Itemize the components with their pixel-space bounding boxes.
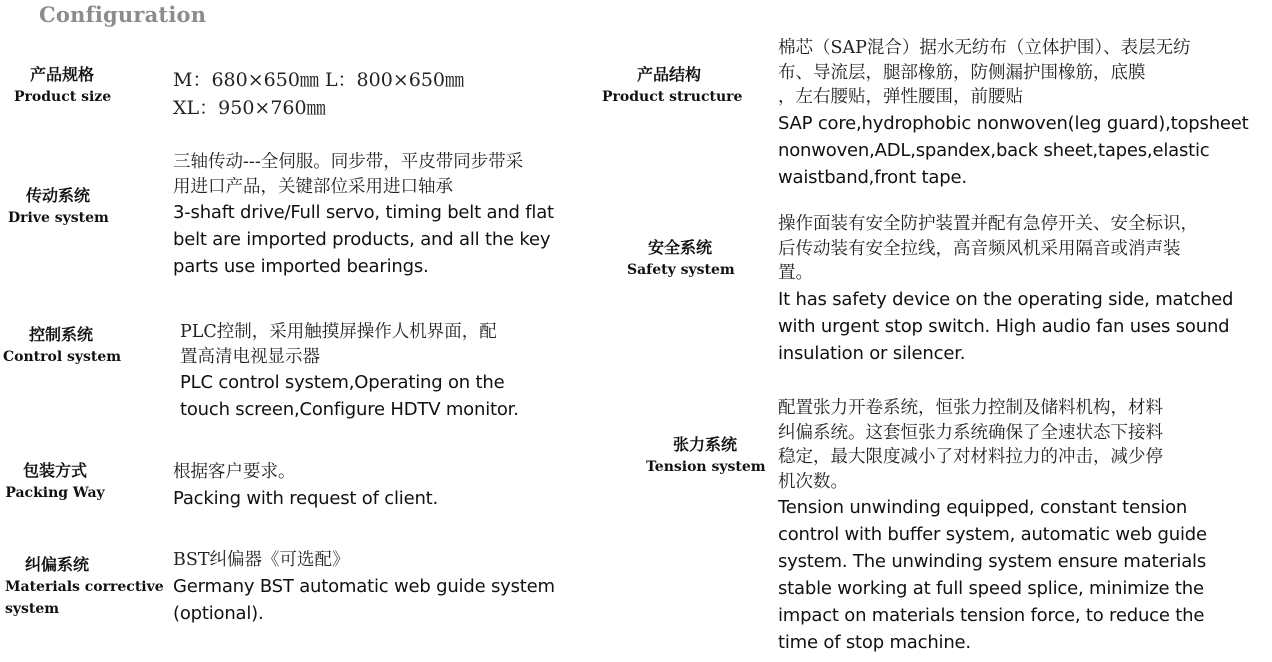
- safety-system-value-en: It has safety device on the operating side, matched with urgent stop switch. High audio fan uses sound insulation or silencer.: [778, 288, 1234, 364]
- product-structure-value-zh: 棉芯（SAP混合）据水无纺布（立体护围）、表层无纺 布、导流层，腿部橡筋，防侧漏护围橡筋，底膜 ，左右腰贴，弹性腰围，前腰贴: [778, 38, 1191, 107]
- drive-system-value-en: 3-shaft drive/Full servo, timing belt and flat belt are imported products, and all the key parts use imported bearings.: [173, 202, 554, 277]
- tension-system-value-en: Tension unwinding equipped, constant tension control with buffer system, automatic web guide system. The unwinding system ensure materials stable working at full speed splice, minimize the impact on materials tension force, to reduce the time of stop machine.: [778, 497, 1207, 653]
- materials-corrective-label-zh: 纠偏系统: [25, 555, 90, 574]
- product-structure-label: [602, 64, 743, 108]
- tension-system-label: [646, 434, 764, 478]
- safety-system-value: [778, 212, 1270, 367]
- drive-system-value: [173, 150, 593, 280]
- control-system-label: [3, 324, 122, 368]
- control-system-value-en: PLC control system,Operating on the touch screen,Configure HDTV monitor.: [180, 372, 519, 420]
- drive-system-label-zh: 传动系统: [25, 186, 90, 205]
- product-size-label-zh: 产品规格: [29, 65, 94, 84]
- materials-corrective-value-zh: BST纠偏器《可选配》: [173, 550, 350, 570]
- packing-way-label: [5, 460, 105, 504]
- product-size-value-zh: M：680×650㎜ L：800×650㎜ XL：950×760㎜: [173, 69, 465, 119]
- packing-way-label-zh: 包装方式: [22, 461, 87, 480]
- tension-system-value-zh: 配置张力开卷系统，恒张力控制及储料机构，材料 纠偏系统。这套恒张力系统确保了全速状态下接料 稳定，最大限度减小了对材料拉力的冲击，减少停 机次数。: [778, 398, 1163, 492]
- product-structure-label-en: Product structure: [602, 89, 743, 105]
- safety-system-value-zh: 操作面装有安全防护装置并配有急停开关、安全标识， 后传动装有安全拉线，高音频风机采用隔音或消声装 置。: [778, 214, 1198, 283]
- control-system-value-zh: PLC控制，采用触摸屏操作人机界面，配 置高清电视显示器: [180, 322, 497, 367]
- drive-system-value-zh: 三轴传动---全伺服。同步带，平皮带同步带采 用进口产品，关键部位采用进口轴承: [173, 152, 524, 197]
- control-system-value: [180, 320, 580, 423]
- packing-way-value-en: Packing with request of client.: [173, 487, 439, 509]
- safety-system-label-zh: 安全系统: [647, 238, 712, 257]
- materials-corrective-value-en: Germany BST automatic web guide system (optional).: [173, 575, 555, 624]
- safety-system-label: [627, 237, 733, 281]
- product-structure-value-en: SAP core,hydrophobic nonwoven(leg guard),topsheet nonwoven,ADL,spandex,back sheet,tapes,elastic waistband,front tape.: [778, 112, 1249, 188]
- product-size-label-en: Product size: [14, 89, 112, 105]
- materials-corrective-label-en: Materials corrective system: [5, 579, 164, 617]
- tension-system-value: [778, 396, 1270, 656]
- product-structure-value: [778, 36, 1270, 191]
- materials-corrective-label: [5, 554, 165, 620]
- control-system-label-en: Control system: [3, 349, 122, 365]
- product-size-value: [173, 66, 573, 122]
- drive-system-label-en: Drive system: [8, 210, 109, 226]
- tension-system-label-zh: 张力系统: [672, 435, 737, 454]
- packing-way-label-en: Packing Way: [5, 485, 105, 501]
- packing-way-value: [173, 460, 573, 512]
- safety-system-label-en: Safety system: [627, 262, 735, 278]
- drive-system-label: [8, 185, 108, 229]
- control-system-label-zh: 控制系统: [28, 325, 93, 344]
- materials-corrective-value: [173, 548, 593, 627]
- packing-way-value-zh: 根据客户要求。: [173, 462, 296, 482]
- page-title: Configuration: [39, 2, 207, 27]
- product-structure-label-zh: 产品结构: [636, 65, 701, 84]
- product-size-label: [14, 64, 110, 108]
- tension-system-label-en: Tension system: [646, 459, 766, 475]
